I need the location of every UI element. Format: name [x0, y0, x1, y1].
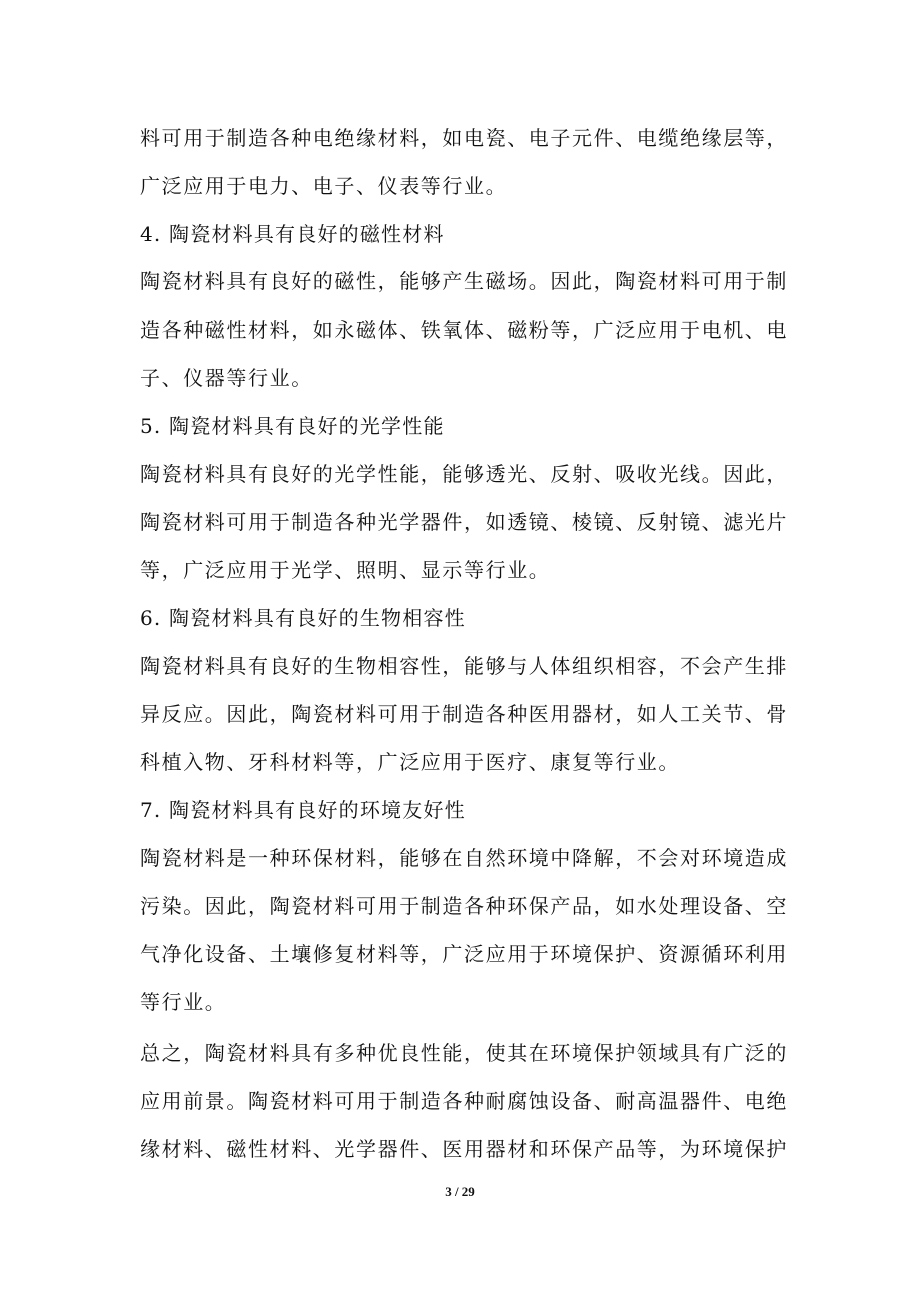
body-text-line: 子、仪器等行业。 — [140, 366, 313, 390]
body-text-line: 陶瓷材料具有良好的生物相容性，能够与人体组织相容，不会产生排 — [140, 654, 788, 678]
summary-text-line: 总之，陶瓷材料具有多种优良性能，使其在环境保护领域具有广泛的 — [140, 1041, 788, 1065]
body-text-line: 造各种磁性材料，如永磁体、铁氧体、磁粉等，广泛应用于电机、电 — [140, 318, 788, 342]
body-text-line: 广泛应用于电力、电子、仪表等行业。 — [140, 174, 508, 198]
body-text-line: 陶瓷材料具有良好的光学性能，能够透光、反射、吸收光线。因此， — [140, 462, 788, 486]
body-text-line: 陶瓷材料具有良好的磁性，能够产生磁场。因此，陶瓷材料可用于制 — [140, 269, 788, 293]
page-number: 3 / 29 — [445, 1184, 475, 1199]
section-heading-4: 4. 陶瓷材料具有良好的磁性材料 — [140, 222, 445, 246]
summary-text-line: 缘材料、磁性材料、光学器件、医用器材和环保产品等，为环境保护 — [140, 1137, 788, 1161]
body-text-line: 等行业。 — [140, 990, 227, 1014]
body-text-line: 污染。因此，陶瓷材料可用于制造各种环保产品，如水处理设备、空 — [140, 894, 788, 918]
body-text-line: 陶瓷材料是一种环保材料，能够在自然环境中降解，不会对环境造成 — [140, 846, 788, 870]
body-text-line: 料可用于制造各种电绝缘材料，如电瓷、电子元件、电缆绝缘层等， — [140, 126, 788, 150]
section-heading-6: 6. 陶瓷材料具有良好的生物相容性 — [140, 606, 466, 630]
section-heading-7: 7. 陶瓷材料具有良好的环境友好性 — [140, 798, 466, 822]
body-text-line: 科植入物、牙科材料等，广泛应用于医疗、康复等行业。 — [140, 750, 680, 774]
summary-text-line: 应用前景。陶瓷材料可用于制造各种耐腐蚀设备、耐高温器件、电绝 — [140, 1089, 788, 1113]
body-text-line: 陶瓷材料可用于制造各种光学器件，如透镜、棱镜、反射镜、滤光片 — [140, 510, 788, 534]
body-text-line: 异反应。因此，陶瓷材料可用于制造各种医用器材，如人工关节、骨 — [140, 702, 788, 726]
section-heading-5: 5. 陶瓷材料具有良好的光学性能 — [140, 414, 445, 438]
body-text-line: 等，广泛应用于光学、照明、显示等行业。 — [140, 558, 551, 582]
body-text-line: 气净化设备、土壤修复材料等，广泛应用于环境保护、资源循环利用 — [140, 942, 788, 966]
